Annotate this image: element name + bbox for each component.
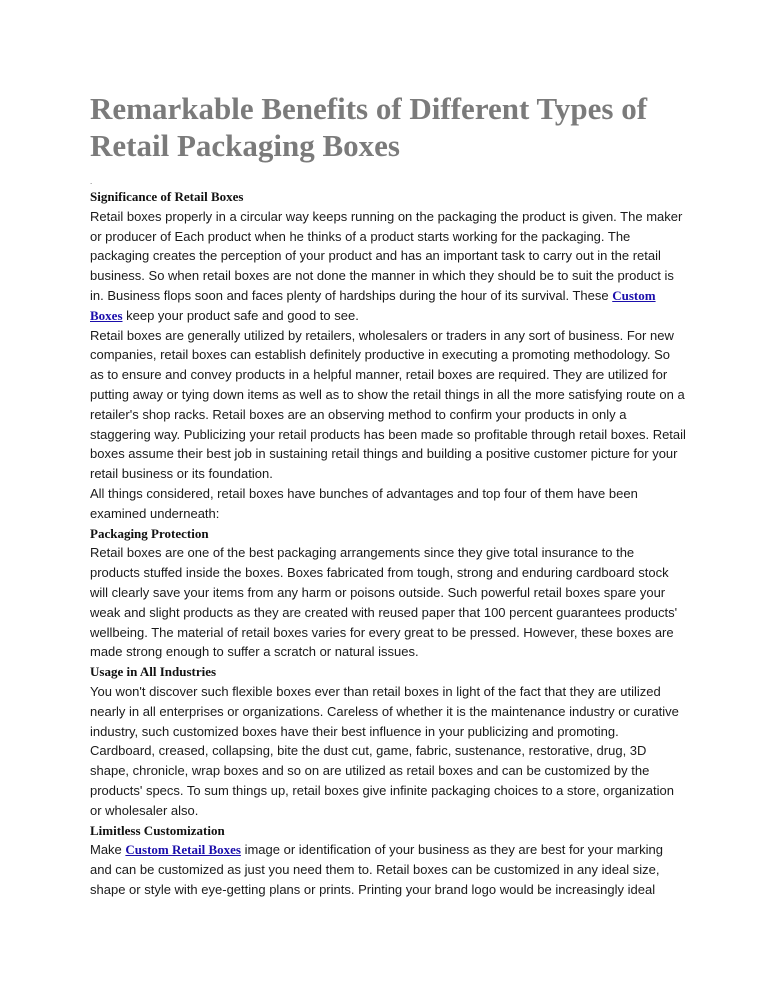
paragraph-text: image or identification of your business as they are best for your marking and can be customized as just you need them to. Retail boxes can be customized in any ideal size, shape or style with eye-getting plans or prints. Printing your brand logo would be increasingly ideal [90,842,663,897]
custom-retail-boxes-link[interactable]: Custom Retail Boxes [125,842,241,858]
heading-significance: Significance of Retail Boxes [90,189,244,204]
page-title: Remarkable Benefits of Different Types of Retail Packaging Boxes [90,91,648,163]
custom-boxes-link[interactable]: Custom Boxes [90,287,656,323]
paragraph-significance-2: Retail boxes are generally utilized by retailers, wholesalers or traders in any sort of business. For new companies, retail boxes can establish definitely productive in executing a promoting methodology. So as to ensure and convey products in a helpful manner, retail boxes are required. They are utilized for putting away or tying down items as well as to show the retail things in all the more satisfying route on a retailer's shop racks. Retail boxes are an observing method to confirm your products in only a staggering way. Publicizing your retail products has been made so profitable through retail boxes. Retail boxes assume their best job in sustaining retail things and building a positive customer picture for your retail business or its foundation. [90,327,686,482]
heading-usage-industries: Usage in All Industries [90,664,217,680]
paragraph-text: Retail boxes properly in a circular way keeps running on the packaging the product is given. The maker or producer of Each product when he thinks of a product starts working for the packaging. The packaging creates the perception of your product and has an important task to carry out in the retail business. So when retail boxes are not done the manner in which they should be to suit the product is in. Business flops soon and faces plenty of hardships during the hour of its survival. These [90,208,683,303]
paragraph-packaging-protection: Retail boxes are one of the best packaging arrangements since they give total insurance to the products stuffed inside the boxes. Boxes fabricated from tough, strong and enduring cardboard stock will clearly save your items from any harm or poisons outside. Such powerful retail boxes spare your weak and slight products as they are created with reused paper that 100 percent guarantees products' wellbeing. The material of retail boxes varies for every great to be pressed. However, these boxes are made strong enough to suffer a scratch or natural issues. [90,545,678,660]
paragraph-text: keep your product safe and good to see. [122,307,359,323]
paragraph-usage-industries: You won't discover such flexible boxes ever than retail boxes in light of the fact that they are utilized nearly in all enterprises or organizations. Careless of whether it is the maintenance industry or curative industry, such customized boxes have their best influence in your publicizing and promoting. Cardboard, creased, collapsing, bite the dust cut, game, fabric, sustenance, restorative, drug, 3D shape, chronicle, wrap boxes and so on are utilized as retail boxes and can be customized by the products' specs. To sum things up, retail boxes give infinite packaging choices to a store, organization or wholesaler also. [90,683,679,818]
separator-dot: . [90,177,93,186]
paragraph-text: Make [90,842,126,858]
paragraph-limitless-customization [90,840,686,899]
paragraph-significance-3: All things considered, retail boxes have bunches of advantages and top four of them have been examined underneath: [90,485,638,521]
heading-packaging-protection: Packaging Protection [90,525,209,541]
paragraph-significance-1 [90,207,686,326]
heading-limitless-customization: Limitless Customization [90,822,225,838]
